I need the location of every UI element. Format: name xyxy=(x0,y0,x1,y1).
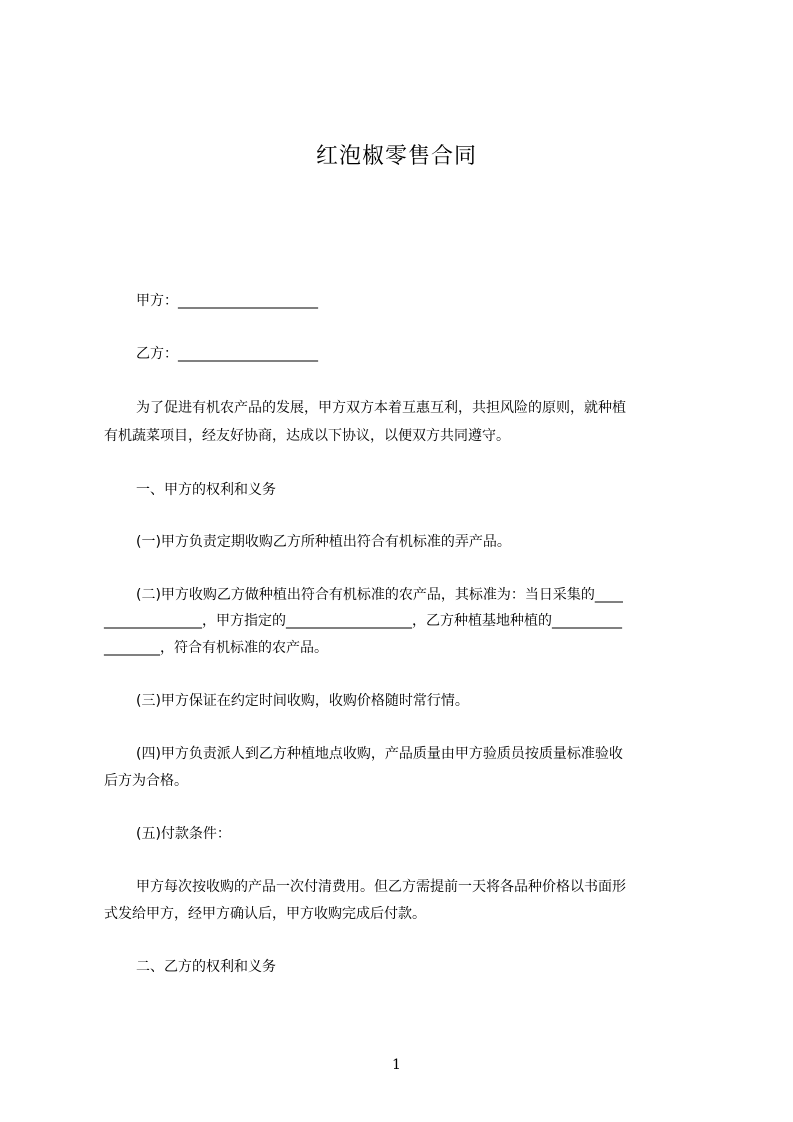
party-b-line: 乙方：____________________ xyxy=(136,346,318,362)
item-1: (一)甲方负责定期收购乙方所种植出符合有机标准的弄产品。 xyxy=(136,534,511,550)
section-2-heading: 二、乙方的权利和义务 xyxy=(136,959,276,975)
item-2-line-1: (二)甲方收购乙方做种植出符合有机标准的农产品，其标准为：当日采集的____ xyxy=(136,587,623,603)
item-4-line-1: (四)甲方负责派人到乙方种植地点收购，产品质量由甲方验质员按质量标准验收 xyxy=(136,746,623,762)
item-2-line-2: ______________，甲方指定的__________________，乙方种植基地种植的__________ xyxy=(104,613,622,629)
payment-line-1: 甲方每次按收购的产品一次付清费用。但乙方需提前一天将各品种价格以书面形 xyxy=(136,879,626,895)
intro-line-1: 为了促进有机农产品的发展，甲方双方本着互惠互利，共担风险的原则，就种植 xyxy=(136,400,626,416)
item-3: (三)甲方保证在约定时间收购，收购价格随时常行情。 xyxy=(136,693,469,709)
party-a-line: 甲方：____________________ xyxy=(136,293,318,309)
page-number: 1 xyxy=(392,1057,401,1073)
item-4-line-2: 后方为合格。 xyxy=(104,773,188,789)
item-5-heading: (五)付款条件： xyxy=(136,826,231,842)
page-title: 红泡椒零售合同 xyxy=(315,144,477,169)
intro-line-2: 有机蔬菜项目，经友好协商，达成以下协议，以便双方共同遵守。 xyxy=(104,428,510,444)
payment-line-2: 式发给甲方，经甲方确认后，甲方收购完成后付款。 xyxy=(104,906,426,922)
item-2-line-3: ________，符合有机标准的农产品。 xyxy=(104,640,328,656)
section-1-heading: 一、甲方的权利和义务 xyxy=(136,482,276,498)
